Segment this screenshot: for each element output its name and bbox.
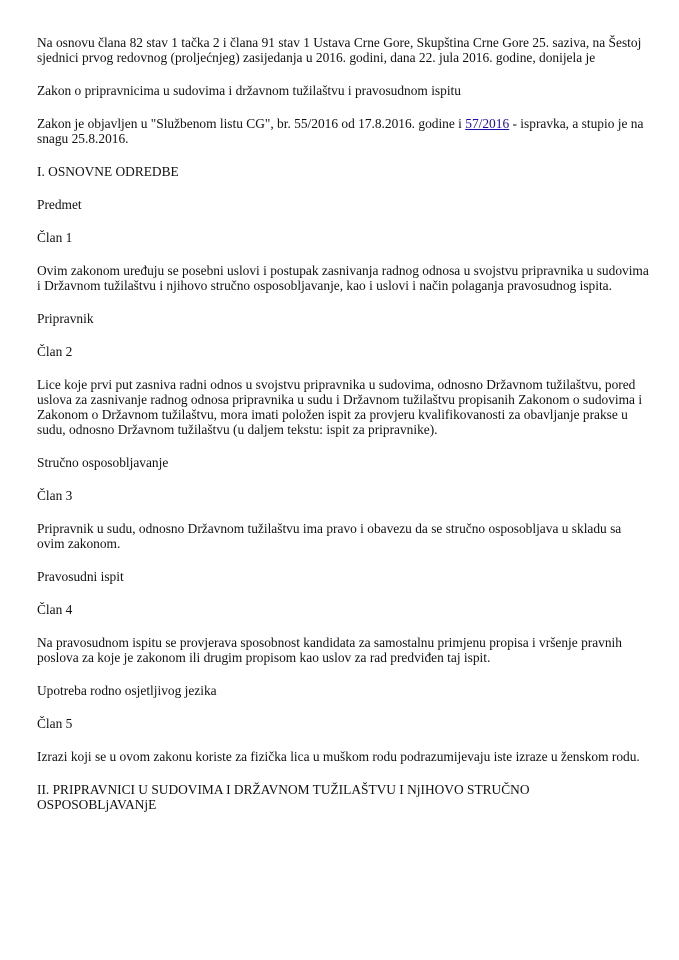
article-subject: Pripravnik (37, 311, 94, 326)
article-number: Član 1 (37, 230, 73, 245)
article-text: Ovim zakonom uređuju se posebni uslovi i postupak zasnivanja radnog odnosa u svojstvu pripravnika u sudovima i Državnom tužilaštvu i njihovo stručno osposobljavanje, kao i uslovi i način polaganja pravosudnog ispita. (37, 263, 649, 293)
law-title: Zakon o pripravnicima u sudovima i državnom tužilaštvu i pravosudnom ispitu (37, 83, 461, 98)
article-text: Pripravnik u sudu, odnosno Državnom tužilaštvu ima pravo i obavezu da se stručno osposobljava u skladu sa ovim zakonom. (37, 521, 622, 551)
article-text: Izrazi koji se u ovom zakonu koriste za fizička lica u muškom rodu podrazumijevaju iste izraze u ženskom rodu. (37, 749, 640, 764)
publication-note (37, 116, 649, 146)
part-heading: II. PRIPRAVNICI U SUDOVIMA I DRŽAVNOM TUŽILAŠTVU I NjIHOVO STRUČNO OSPOSOBLjAVANjE (37, 782, 530, 812)
article-number: Član 5 (37, 716, 73, 731)
document-page (37, 35, 649, 830)
publication-text-after: - ispravka, a stupio je na snagu 25.8.2016. (37, 116, 644, 146)
article-text: Lice koje prvi put zasniva radni odnos u svojstvu pripravnika u sudovima, odnosno Državnom tužilaštvu, pored uslova za zasnivanje radnog odnosa pripravnika u sudu i Državnom tužilaštvu propisanih Zakonom o sudovima i Zakonom o Državnom tužilaštvu, mora imati položen ispit za provjeru kvalifikovanosti za obavljanje prakse u sudu, odnosno Državnom tužilaštvu (u daljem tekstu: ispit za pripravnike). (37, 377, 643, 437)
correction-link[interactable]: 57/2016 (465, 116, 510, 131)
article-number: Član 2 (37, 344, 73, 359)
intro-paragraph: Na osnovu člana 82 stav 1 tačka 2 i člana 91 stav 1 Ustava Crne Gore, Skupština Crne Gore 25. saziva, na Šestoj sjednici prvog redovnog (proljećnjeg) zasijedanja u 2016. godini, dana 22. jula 2016. godine, donijela je (37, 35, 642, 65)
article-subject: Predmet (37, 197, 82, 212)
article-subject: Upotreba rodno osjetljivog jezika (37, 683, 217, 698)
article-subject: Pravosudni ispit (37, 569, 124, 584)
article-text: Na pravosudnom ispitu se provjerava sposobnost kandidata za samostalnu primjenu propisa i vršenje pravnih poslova za koje je zakonom ili drugim propisom kao uslov za rad predviđen taj ispit. (37, 635, 622, 665)
part-heading: I. OSNOVNE ODREDBE (37, 164, 179, 179)
article-number: Član 4 (37, 602, 73, 617)
article-number: Član 3 (37, 488, 73, 503)
publication-text-before: Zakon je objavljen u "Službenom listu CG", br. 55/2016 od 17.8.2016. godine i (37, 116, 466, 131)
article-subject: Stručno osposobljavanje (37, 455, 169, 470)
